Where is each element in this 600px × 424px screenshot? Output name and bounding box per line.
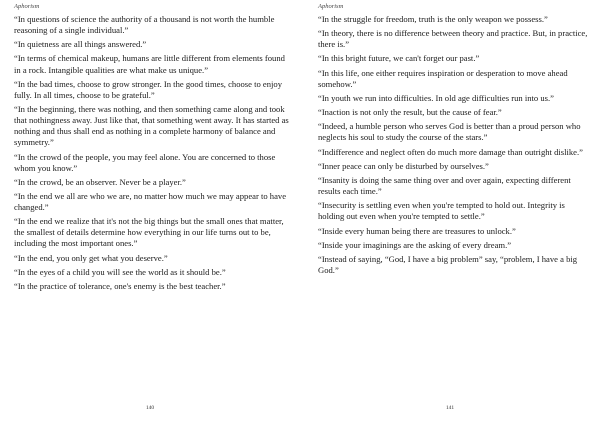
quote: “In youth we run into difficulties. In old age difficulties run into us.”	[318, 92, 554, 103]
quote: “In this life, one either requires inspiration or desperation to move ahead somehow.”	[318, 67, 568, 89]
quote: “In the end we all are who we are, no matter how much we may appear to have changed.”	[14, 190, 287, 213]
quote: “Inaction is not only the result, but the cause of fear.”	[318, 107, 502, 118]
running-head: Aphorism	[318, 3, 344, 10]
quote: “Indeed, a humble person who serves God is better than a proud person who neglects his soul to study the course of the stars.”	[318, 121, 581, 143]
quote: “In the end we realize that it's not the big things but the small ones that matter, the smallest of details determine how everything in our life turns out to be, including the most important ones.”	[14, 216, 284, 249]
running-head: Aphorism	[14, 3, 40, 10]
quote: “In terms of chemical makeup, humans are little different from elements found in a rock. Intangible qualities are what make us unique.”	[14, 53, 285, 75]
quote: “Inner peace can only be disturbed by ourselves.”	[318, 160, 489, 171]
quote: “In the end, you only get what you deserve.”	[14, 252, 168, 263]
quote: “Instead of saying, “God, I have a big problem” say, “problem, I have a big God.”	[318, 253, 578, 275]
quote-list	[318, 14, 593, 279]
quote: “Insanity is doing the same thing over and over again, expecting different results each time.”	[318, 174, 571, 197]
quote: “In theory, there is no difference between theory and practice. But, in practice, there is.”	[318, 28, 588, 50]
quote: “In quietness are all things answered.”	[14, 39, 147, 50]
page-number: 141	[445, 405, 455, 411]
quote: “Inside every human being there are treasures to unlock.”	[318, 225, 516, 236]
quote: “Inside your imaginings are the asking of every dream.”	[318, 239, 512, 250]
quote: “In questions of science the authority of a thousand is not worth the humble reasoning of a single individual.”	[14, 14, 275, 36]
quote: “Insecurity is settling even when you're tempted to hold out. Integrity is holding out even when you're tempted to settle.”	[318, 200, 565, 222]
quote: “In the crowd, be an observer. Never be a player.”	[14, 176, 186, 187]
page-number: 140	[145, 405, 155, 411]
quote-list	[14, 14, 289, 295]
quote: “In the beginning, there was nothing, and then something came along and took that nothingness away. Just like that, that something went away. It has started as nothing and thus shall end as nothing in a complete harmony of balance and symmetry.”	[14, 104, 289, 148]
quote: “In the crowd of the people, you may feel alone. You are concerned to those whom you know.”	[14, 151, 276, 173]
quote: “In the bad times, choose to grow stronger. In the good times, choose to enjoy fully. In all times, choose to be grateful.”	[14, 78, 283, 100]
quote: “Indifference and neglect often do much more damage than outright dislike.”	[318, 146, 583, 157]
quote: “In the eyes of a child you will see the world as it should be.”	[14, 266, 226, 277]
quote: “In this bright future, we can't forget our past.”	[318, 53, 480, 64]
quote: “In the practice of tolerance, one's enemy is the best teacher.”	[14, 281, 226, 291]
quote: “In the struggle for freedom, truth is the only weapon we possess.”	[318, 14, 548, 24]
right-page	[300, 0, 600, 424]
